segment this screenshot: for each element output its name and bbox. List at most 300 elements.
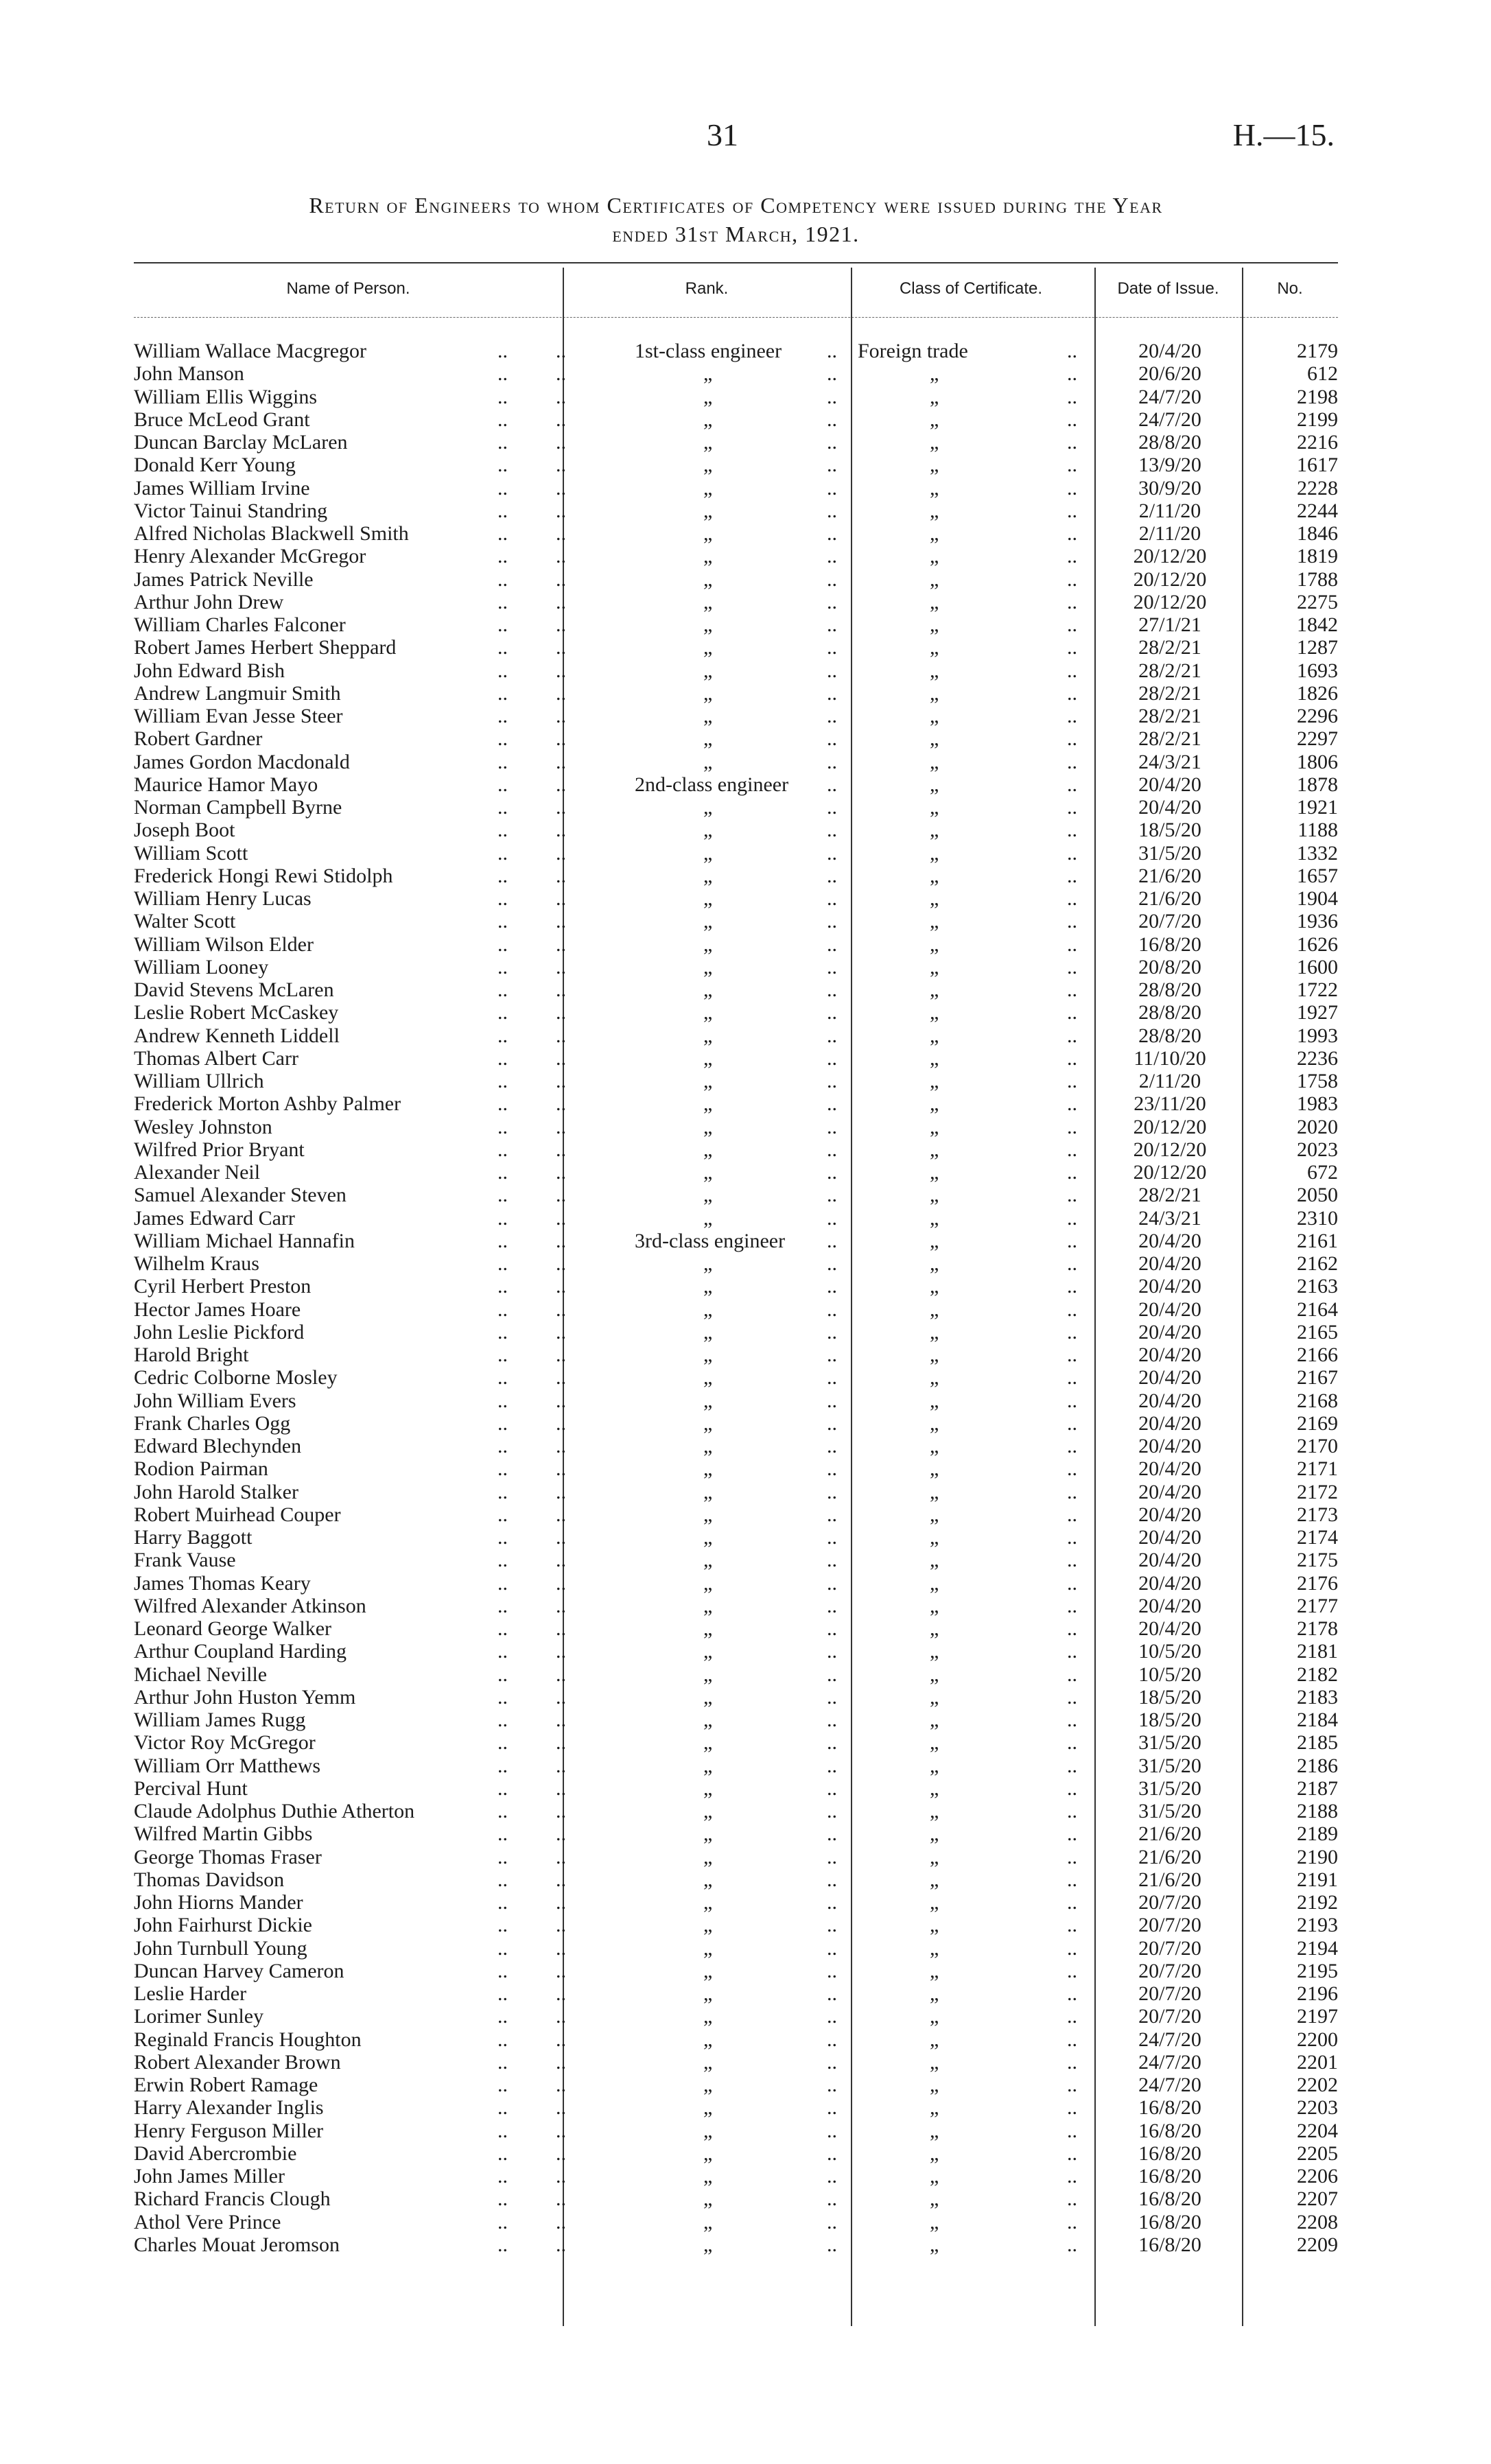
- leader-dots: ..: [827, 1617, 837, 1640]
- leader-dots: ..: [556, 1070, 566, 1092]
- certificate-number: 2207: [1297, 2187, 1338, 2211]
- class-ditto: „: [930, 1366, 939, 1389]
- leader-dots: ..: [1067, 1366, 1077, 1389]
- class-ditto: „: [930, 1046, 939, 1070]
- person-name: Victor Roy McGregor: [134, 1731, 316, 1755]
- leader-dots: ..: [827, 2096, 837, 2120]
- date-of-issue: 28/2/21: [1138, 681, 1201, 705]
- page-title: [134, 191, 1338, 248]
- person-name: Walter Scott: [134, 910, 236, 933]
- person-name: William Wilson Elder: [134, 932, 314, 956]
- person-name: Henry Alexander McGregor: [134, 545, 366, 568]
- table-row: [134, 933, 1338, 956]
- date-of-issue: 20/4/20: [1138, 1526, 1201, 1549]
- leader-dots: ..: [1067, 1001, 1077, 1024]
- class-ditto: „: [930, 408, 939, 431]
- leader-dots: ..: [556, 1366, 566, 1389]
- leader-dots: ..: [497, 1115, 508, 1138]
- certificate-number: 2186: [1297, 1754, 1338, 1777]
- table-row: [134, 1982, 1338, 2005]
- date-of-issue: 16/8/20: [1138, 2165, 1201, 2187]
- leader-dots: ..: [827, 841, 837, 865]
- rank-ditto: „: [703, 1206, 713, 1230]
- certificate-number: 2170: [1297, 1435, 1338, 1457]
- leader-dots: ..: [497, 567, 508, 591]
- leader-dots: ..: [497, 1868, 508, 1891]
- leader-dots: ..: [556, 1709, 566, 1731]
- leader-dots: ..: [827, 1685, 837, 1709]
- leader-dots: ..: [1067, 567, 1077, 591]
- class-ditto: „: [930, 1776, 939, 1800]
- person-name: William Ullrich: [134, 1070, 264, 1092]
- rank-ditto: „: [703, 385, 713, 408]
- table-row: [134, 1549, 1338, 1571]
- table-row: [134, 2028, 1338, 2051]
- certificate-number: 2236: [1297, 1046, 1338, 1070]
- date-of-issue: 21/6/20: [1138, 1822, 1201, 1846]
- certificate-number: 2205: [1297, 2142, 1338, 2165]
- certificate-number: 1617: [1297, 454, 1338, 477]
- date-of-issue: 20/12/20: [1133, 545, 1207, 568]
- certificate-number: 612: [1307, 362, 1338, 386]
- certificate-number: 2163: [1297, 1275, 1338, 1298]
- class-ditto: „: [930, 590, 939, 613]
- rank-ditto: „: [703, 613, 713, 636]
- leader-dots: ..: [556, 1024, 566, 1047]
- leader-dots: ..: [556, 2074, 566, 2096]
- rank-ditto: „: [703, 1457, 713, 1481]
- leader-dots: ..: [556, 362, 566, 386]
- leader-dots: ..: [827, 2028, 837, 2051]
- date-of-issue: 20/12/20: [1133, 1138, 1207, 1161]
- date-of-issue: 20/12/20: [1133, 567, 1207, 591]
- certificate-number: 1758: [1297, 1070, 1338, 1092]
- leader-dots: ..: [1067, 819, 1077, 842]
- leader-dots: ..: [556, 1822, 566, 1846]
- leader-dots: ..: [556, 1457, 566, 1481]
- leader-dots: ..: [497, 1001, 508, 1024]
- leader-dots: ..: [497, 1092, 508, 1116]
- date-of-issue: 16/8/20: [1138, 2210, 1201, 2233]
- date-of-issue: 10/5/20: [1138, 1640, 1201, 1663]
- leader-dots: ..: [827, 1411, 837, 1435]
- date-of-issue: 20/12/20: [1133, 590, 1207, 613]
- certificate-number: 1806: [1297, 750, 1338, 773]
- leader-dots: ..: [1067, 841, 1077, 865]
- class-ditto: „: [930, 681, 939, 705]
- rank-ditto: „: [703, 1800, 713, 1822]
- rank-ditto: „: [703, 1344, 713, 1366]
- leader-dots: ..: [827, 2210, 837, 2233]
- date-of-issue: 20/7/20: [1138, 1914, 1201, 1937]
- rank-ditto: „: [703, 590, 713, 613]
- rank-ditto: „: [703, 1411, 713, 1435]
- leader-dots: ..: [497, 1549, 508, 1572]
- table-row: [134, 1503, 1338, 1526]
- leader-dots: ..: [556, 2233, 566, 2256]
- rank-ditto: „: [703, 659, 713, 682]
- class-ditto: „: [930, 1115, 939, 1138]
- rank-ditto: „: [703, 1845, 713, 1868]
- leader-dots: ..: [827, 1503, 837, 1526]
- table-row: [134, 1344, 1338, 1366]
- person-name: Reginald Francis Houghton: [134, 2028, 362, 2051]
- certificate-number: 2188: [1297, 1800, 1338, 1822]
- certificate-number: 2194: [1297, 1936, 1338, 1960]
- certificate-number: 2050: [1297, 1184, 1338, 1207]
- class-ditto: „: [930, 1138, 939, 1161]
- leader-dots: ..: [497, 431, 508, 454]
- class-ditto: „: [930, 2096, 939, 2120]
- table-row: [134, 1024, 1338, 1047]
- person-name: Wilfred Martin Gibbs: [134, 1822, 313, 1846]
- person-name: William Henry Lucas: [134, 887, 312, 910]
- table-row: [134, 477, 1338, 500]
- date-of-issue: 20/4/20: [1138, 1252, 1201, 1275]
- leader-dots: ..: [1067, 864, 1077, 887]
- class-ditto: „: [930, 1594, 939, 1617]
- leader-dots: ..: [556, 431, 566, 454]
- leader-dots: ..: [827, 2074, 837, 2096]
- rank-ditto: „: [703, 522, 713, 545]
- certificate-number: 2164: [1297, 1298, 1338, 1321]
- leader-dots: ..: [1067, 750, 1077, 773]
- leader-dots: ..: [827, 1868, 837, 1891]
- class-ditto: „: [930, 2119, 939, 2142]
- header-bottom-rule: [134, 317, 1338, 318]
- rank-ditto: „: [703, 932, 713, 956]
- leader-dots: ..: [827, 1366, 837, 1389]
- leader-dots: ..: [1067, 1024, 1077, 1047]
- rank-ditto: „: [703, 1571, 713, 1595]
- leader-dots: ..: [556, 727, 566, 751]
- person-name: Charles Mouat Jeromson: [134, 2233, 340, 2256]
- leader-dots: ..: [497, 1526, 508, 1549]
- leader-dots: ..: [827, 1822, 837, 1846]
- leader-dots: ..: [497, 476, 508, 500]
- class-ditto: „: [930, 1959, 939, 1982]
- leader-dots: ..: [556, 1320, 566, 1344]
- leader-dots: ..: [556, 567, 566, 591]
- certificate-number: 2176: [1297, 1571, 1338, 1595]
- certificate-number: 1657: [1297, 864, 1338, 887]
- leader-dots: ..: [1067, 1685, 1077, 1709]
- person-name: John Leslie Pickford: [134, 1320, 305, 1344]
- person-name: Michael Neville: [134, 1663, 268, 1686]
- class-ditto: „: [930, 1640, 939, 1663]
- class-ditto: „: [930, 2074, 939, 2096]
- certificate-number: 1819: [1297, 545, 1338, 568]
- table-row: [134, 1663, 1338, 1686]
- table-row: [134, 1937, 1338, 1960]
- leader-dots: ..: [1067, 2050, 1077, 2074]
- leader-dots: ..: [556, 2028, 566, 2051]
- leader-dots: ..: [497, 1435, 508, 1457]
- leader-dots: ..: [1067, 1549, 1077, 1572]
- table-row: [134, 1184, 1338, 1206]
- date-of-issue: 28/2/21: [1138, 727, 1201, 751]
- person-name: William James Rugg: [134, 1709, 306, 1731]
- leader-dots: ..: [827, 2005, 837, 2028]
- table-row: [134, 842, 1338, 865]
- person-name: Joseph Boot: [134, 819, 235, 842]
- leader-dots: ..: [827, 1914, 837, 1937]
- leader-dots: ..: [1067, 2028, 1077, 2051]
- class-ditto: „: [930, 1845, 939, 1868]
- table-row: [134, 636, 1338, 659]
- leader-dots: ..: [1067, 1663, 1077, 1686]
- leader-dots: ..: [1067, 1389, 1077, 1412]
- date-of-issue: 20/7/20: [1138, 1982, 1201, 2005]
- date-of-issue: 24/7/20: [1138, 408, 1201, 431]
- leader-dots: ..: [497, 545, 508, 568]
- date-of-issue: 31/5/20: [1138, 1800, 1201, 1822]
- leader-dots: ..: [1067, 1275, 1077, 1298]
- table-row: [134, 613, 1338, 636]
- date-of-issue: 20/4/20: [1138, 1344, 1201, 1366]
- person-name: Arthur John Huston Yemm: [134, 1685, 356, 1709]
- leader-dots: ..: [556, 1389, 566, 1412]
- date-of-issue: 20/4/20: [1138, 1617, 1201, 1640]
- person-name: Alfred Nicholas Blackwell Smith: [134, 522, 409, 545]
- leader-dots: ..: [827, 887, 837, 910]
- date-of-issue: 28/2/21: [1138, 659, 1201, 682]
- date-of-issue: 28/2/21: [1138, 1184, 1201, 1207]
- class-ditto: „: [930, 1252, 939, 1275]
- leader-dots: ..: [497, 613, 508, 636]
- person-name: Wilhelm Kraus: [134, 1252, 259, 1275]
- date-of-issue: 20/4/20: [1138, 1366, 1201, 1389]
- date-of-issue: 28/8/20: [1138, 431, 1201, 454]
- leader-dots: ..: [497, 1138, 508, 1161]
- person-name: John Manson: [134, 362, 244, 386]
- class-ditto: „: [930, 1800, 939, 1822]
- leader-dots: ..: [497, 522, 508, 545]
- leader-dots: ..: [1067, 1982, 1077, 2005]
- rank-ditto: „: [703, 1366, 713, 1389]
- leader-dots: ..: [1067, 2119, 1077, 2142]
- leader-dots: ..: [1067, 1936, 1077, 1960]
- class-ditto: „: [930, 1206, 939, 1230]
- person-name: Robert Muirhead Couper: [134, 1503, 341, 1526]
- leader-dots: ..: [497, 340, 508, 362]
- person-name: Robert James Herbert Sheppard: [134, 636, 397, 659]
- table-row: [134, 865, 1338, 887]
- date-of-issue: 20/7/20: [1138, 2005, 1201, 2028]
- person-name: George Thomas Fraser: [134, 1845, 322, 1868]
- leader-dots: ..: [827, 1663, 837, 1686]
- rank-ditto: „: [703, 1617, 713, 1640]
- date-of-issue: 20/4/20: [1138, 1480, 1201, 1503]
- leader-dots: ..: [827, 454, 837, 477]
- rank-ditto: „: [703, 1138, 713, 1161]
- certificate-number: 1626: [1297, 932, 1338, 956]
- leader-dots: ..: [556, 773, 566, 796]
- person-name: John Turnbull Young: [134, 1936, 307, 1960]
- class-ditto: „: [930, 2165, 939, 2187]
- table-row: [134, 1617, 1338, 1640]
- rank-ditto: „: [703, 1685, 713, 1709]
- certificate-number: 1722: [1297, 978, 1338, 1001]
- class-ditto: „: [930, 1503, 939, 1526]
- certificate-number: 2185: [1297, 1731, 1338, 1755]
- date-of-issue: 24/3/21: [1138, 750, 1201, 773]
- leader-dots: ..: [827, 910, 837, 933]
- class-ditto: „: [930, 1320, 939, 1344]
- date-of-issue: 2/11/20: [1138, 1070, 1201, 1092]
- leader-dots: ..: [556, 408, 566, 431]
- leader-dots: ..: [827, 819, 837, 842]
- rank-ditto: „: [703, 1024, 713, 1047]
- person-name: William Charles Falconer: [134, 613, 346, 636]
- class-ditto: „: [930, 2210, 939, 2233]
- class-ditto: „: [930, 476, 939, 500]
- leader-dots: ..: [1067, 454, 1077, 477]
- leader-dots: ..: [497, 1709, 508, 1731]
- page-number: 31: [707, 117, 738, 152]
- leader-dots: ..: [556, 750, 566, 773]
- leader-dots: ..: [556, 681, 566, 705]
- leader-dots: ..: [1067, 1184, 1077, 1207]
- leader-dots: ..: [1067, 887, 1077, 910]
- certificate-number: 2275: [1297, 590, 1338, 613]
- leader-dots: ..: [556, 545, 566, 568]
- certificate-number: 1332: [1297, 841, 1338, 865]
- class-ditto: „: [930, 887, 939, 910]
- date-of-issue: 16/8/20: [1138, 932, 1201, 956]
- leader-dots: ..: [827, 1959, 837, 1982]
- table-row: [134, 1457, 1338, 1480]
- person-name: William Ellis Wiggins: [134, 385, 318, 408]
- date-of-issue: 21/6/20: [1138, 1845, 1201, 1868]
- rank-ditto: „: [703, 1435, 713, 1457]
- leader-dots: ..: [827, 1731, 837, 1755]
- class-ditto: „: [930, 522, 939, 545]
- rank-ditto: „: [703, 636, 713, 659]
- rank-ditto: „: [703, 2050, 713, 2074]
- table-row: [134, 1686, 1338, 1709]
- person-name: Leslie Harder: [134, 1982, 247, 2005]
- class-ditto: „: [930, 1184, 939, 1207]
- rank-ditto: „: [703, 1936, 713, 1960]
- rank-ditto: „: [703, 431, 713, 454]
- class-ditto: „: [930, 1389, 939, 1412]
- date-of-issue: 11/10/20: [1134, 1046, 1206, 1070]
- leader-dots: ..: [497, 1959, 508, 1982]
- leader-dots: ..: [497, 1982, 508, 2005]
- leader-dots: ..: [497, 1184, 508, 1207]
- leader-dots: ..: [497, 841, 508, 865]
- leader-dots: ..: [1067, 1206, 1077, 1230]
- table-row: [134, 545, 1338, 567]
- certificate-number: 1936: [1297, 910, 1338, 933]
- rank-ditto: „: [703, 1070, 713, 1092]
- rank-ditto: „: [703, 1161, 713, 1184]
- table-row: [134, 1092, 1338, 1115]
- leader-dots: ..: [827, 1320, 837, 1344]
- leader-dots: ..: [497, 1776, 508, 1800]
- leader-dots: ..: [1067, 1229, 1077, 1252]
- leader-dots: ..: [497, 2119, 508, 2142]
- certificate-number: 1693: [1297, 659, 1338, 682]
- leader-dots: ..: [497, 773, 508, 796]
- rank-ditto: „: [703, 1731, 713, 1755]
- table-row: [134, 1777, 1338, 1800]
- leader-dots: ..: [556, 1640, 566, 1663]
- leader-dots: ..: [556, 1663, 566, 1686]
- class-ditto: „: [930, 796, 939, 819]
- leader-dots: ..: [827, 955, 837, 978]
- rank-ditto: „: [703, 2074, 713, 2096]
- person-name: William Orr Matthews: [134, 1754, 321, 1777]
- leader-dots: ..: [556, 1571, 566, 1595]
- leader-dots: ..: [1067, 1891, 1077, 1914]
- leader-dots: ..: [497, 1663, 508, 1686]
- date-of-issue: 10/5/20: [1138, 1663, 1201, 1686]
- leader-dots: ..: [827, 1252, 837, 1275]
- rank-ditto: „: [703, 750, 713, 773]
- leader-dots: ..: [1067, 659, 1077, 682]
- document-reference: H.—15.: [1232, 117, 1335, 152]
- certificate-number: 1788: [1297, 567, 1338, 591]
- leader-dots: ..: [556, 705, 566, 727]
- table-row: [134, 682, 1338, 705]
- table-row: [134, 887, 1338, 910]
- leader-dots: ..: [1067, 932, 1077, 956]
- rank-ditto: „: [703, 2187, 713, 2211]
- leader-dots: ..: [556, 1594, 566, 1617]
- class-ditto: „: [930, 1936, 939, 1960]
- leader-dots: ..: [1067, 2005, 1077, 2028]
- certificate-number: 2197: [1297, 2005, 1338, 2028]
- certificate-number: 2174: [1297, 1526, 1338, 1549]
- certificate-number: 2191: [1297, 1868, 1338, 1891]
- rank: 1st-class engineer: [635, 340, 782, 362]
- date-of-issue: 28/2/21: [1138, 705, 1201, 727]
- date-of-issue: 28/8/20: [1138, 1001, 1201, 1024]
- leader-dots: ..: [827, 1776, 837, 1800]
- leader-dots: ..: [497, 932, 508, 956]
- leader-dots: ..: [827, 1092, 837, 1116]
- table-row: [134, 751, 1338, 773]
- certificate-number: 2023: [1297, 1138, 1338, 1161]
- leader-dots: ..: [497, 659, 508, 682]
- leader-dots: ..: [827, 1275, 837, 1298]
- leader-dots: ..: [1067, 681, 1077, 705]
- table-row: [134, 1138, 1338, 1161]
- table-row: [134, 1116, 1338, 1138]
- leader-dots: ..: [556, 1936, 566, 1960]
- table-row: [134, 1960, 1338, 1982]
- leader-dots: ..: [1067, 1959, 1077, 1982]
- leader-dots: ..: [1067, 522, 1077, 545]
- leader-dots: ..: [827, 1138, 837, 1161]
- date-of-issue: 20/4/20: [1138, 340, 1201, 362]
- leader-dots: ..: [827, 1184, 837, 1207]
- date-of-issue: 20/4/20: [1138, 1411, 1201, 1435]
- class-ditto: „: [930, 1298, 939, 1321]
- leader-dots: ..: [497, 1389, 508, 1412]
- leader-dots: ..: [827, 613, 837, 636]
- person-name: Erwin Robert Ramage: [134, 2074, 318, 2096]
- table-row: [134, 1481, 1338, 1503]
- table-row: [134, 1572, 1338, 1595]
- person-name: Thomas Albert Carr: [134, 1046, 298, 1070]
- leader-dots: ..: [497, 636, 508, 659]
- leader-dots: ..: [556, 1754, 566, 1777]
- class-ditto: „: [930, 431, 939, 454]
- class-ditto: „: [930, 362, 939, 386]
